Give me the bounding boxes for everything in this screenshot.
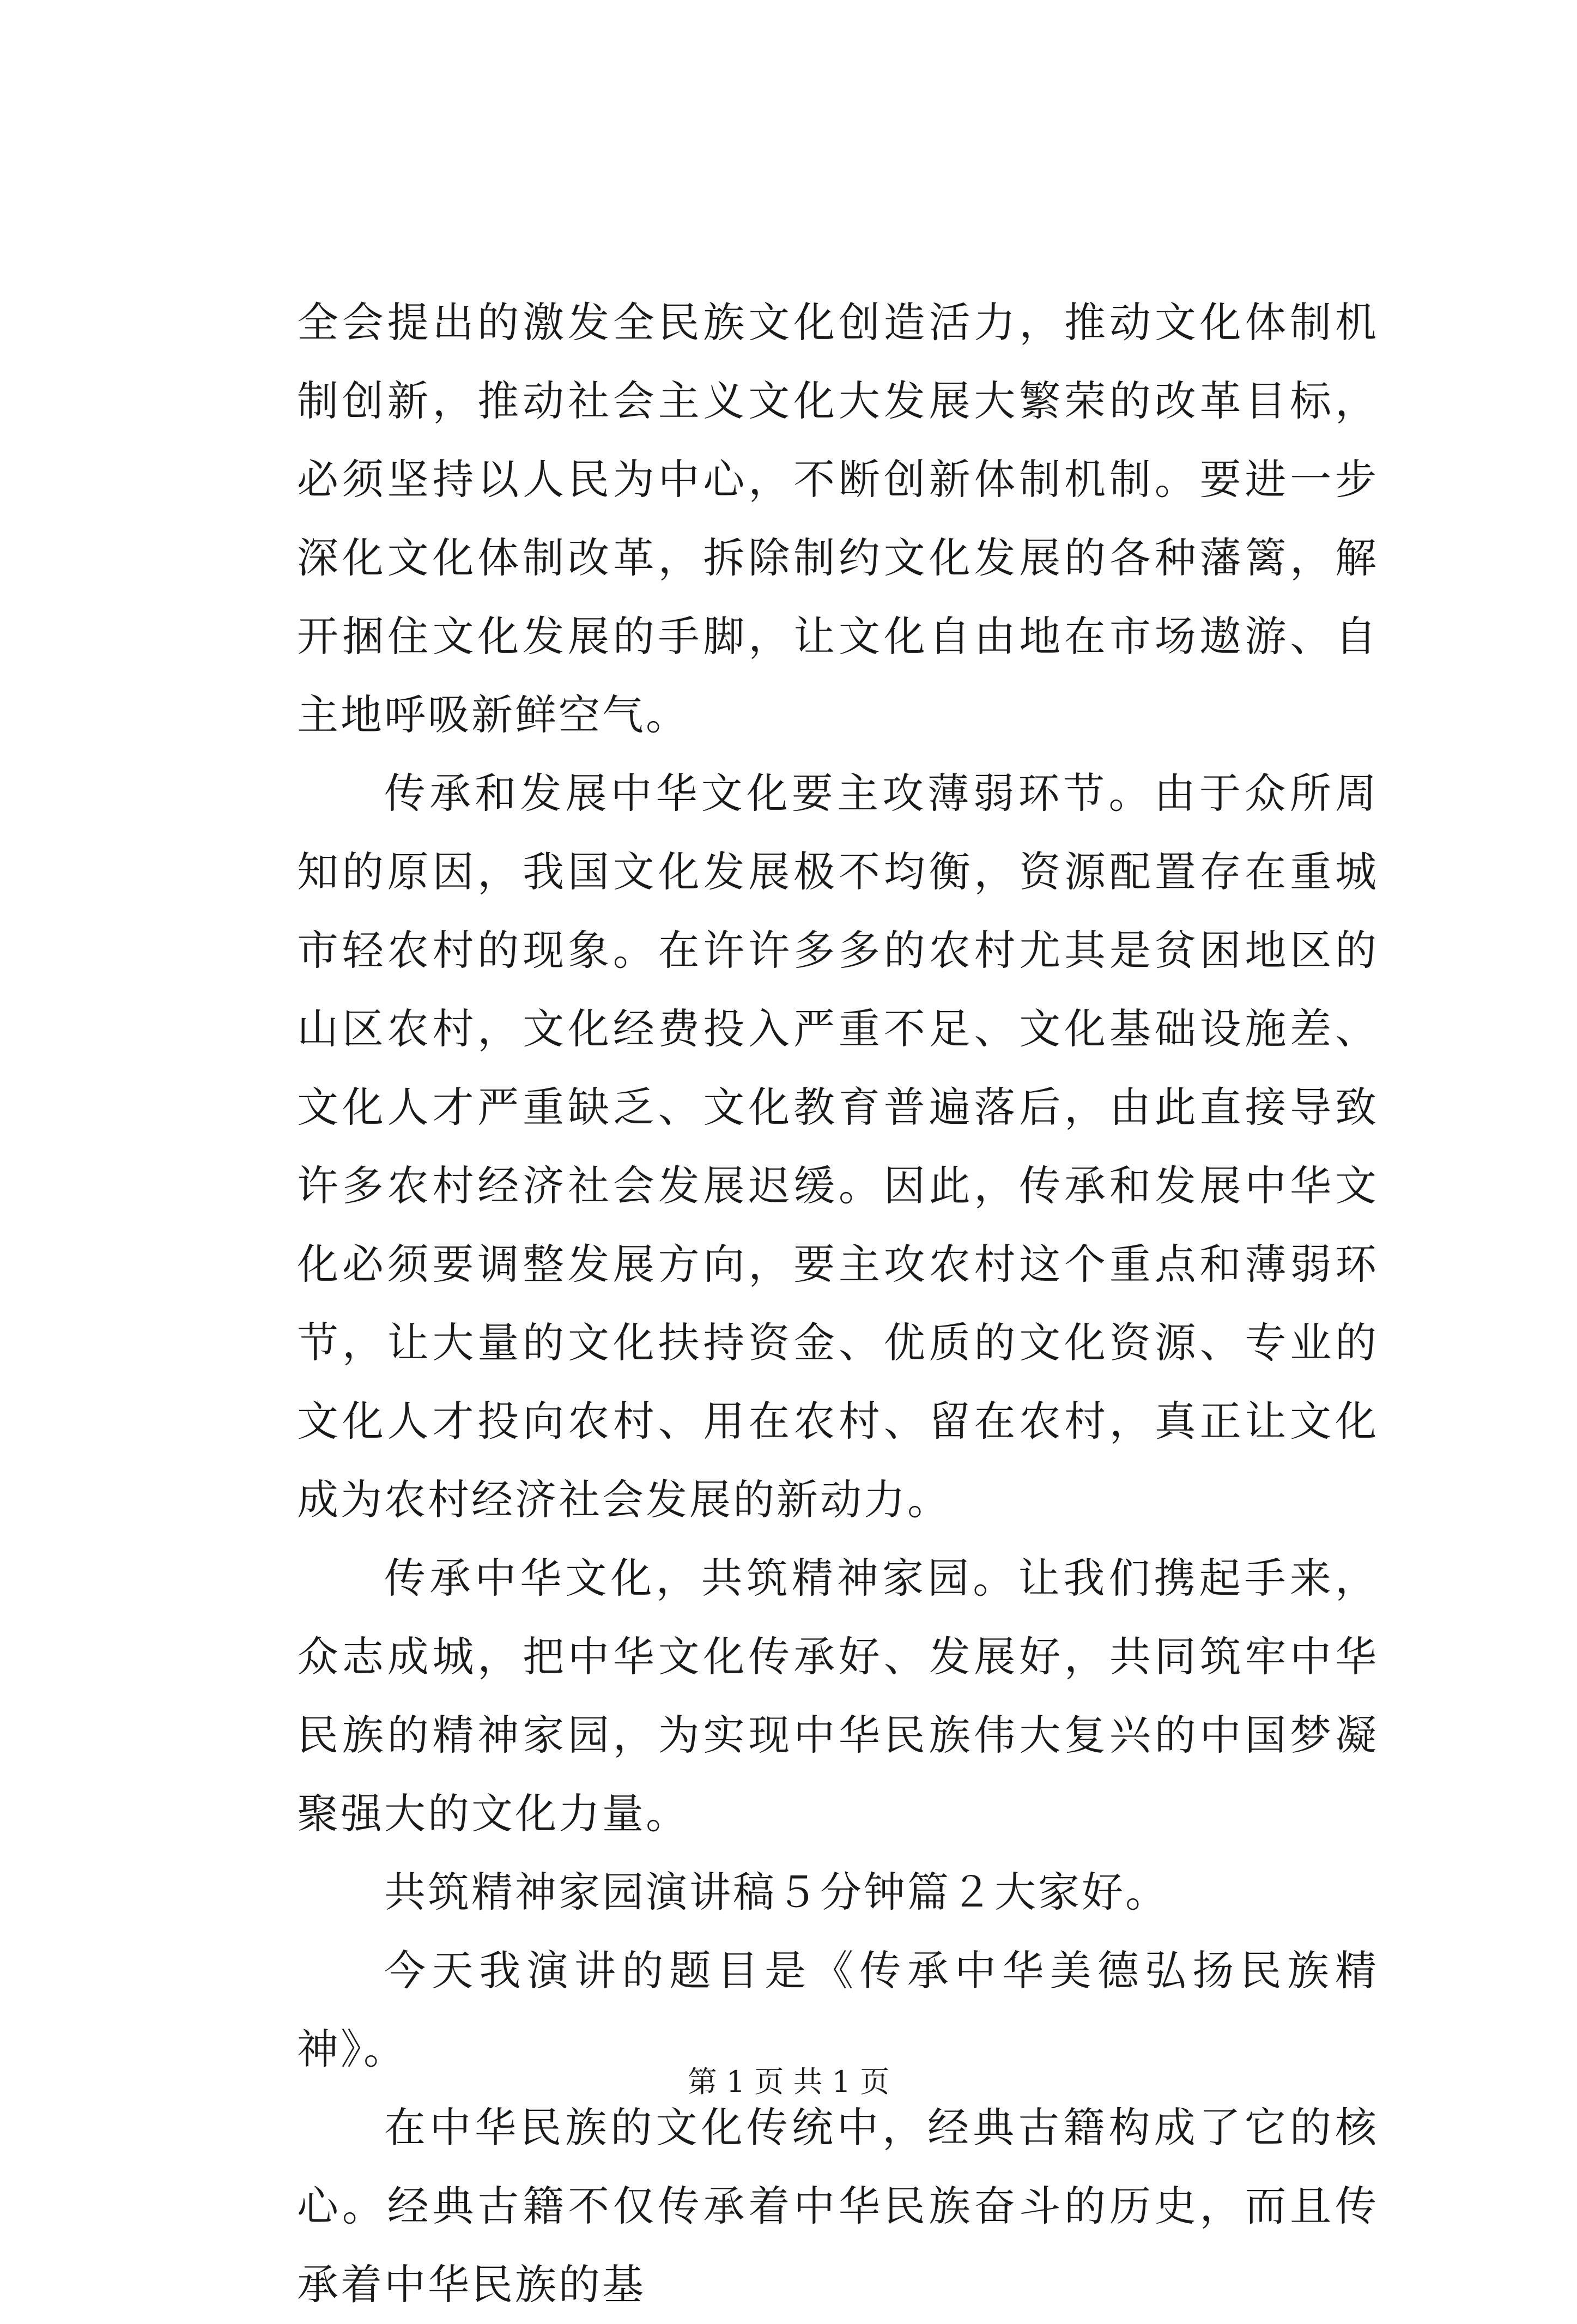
paragraph-6: 在中华民族的文化传统中，经典古籍构成了它的核心。经典古籍不仅传承着中华民族奋斗的历史，而且传承着中华民族的基 <box>297 2103 1379 2309</box>
paragraph-4: 共筑精神家园演讲稿５分钟篇２大家好。 <box>384 1868 1169 1916</box>
paragraph-3: 传承中华文化，共筑精神家园。让我们携起手来，众志成城，把中华文化传承好、发展好，共同筑牢中华民族的精神家园，为实现中华民族伟大复兴的中国梦凝聚强大的文化力量。 <box>297 1554 1379 1838</box>
paragraph-5: 今天我演讲的题目是《传承中华美德弘扬民族精神》。 <box>297 1946 1379 2073</box>
paragraph-2: 传承和发展中华文化要主攻薄弱环节。由于众所周知的原因，我国文化发展极不均衡，资源配置存在重城市轻农村的现象。在许许多多的农村尤其是贫困地区的山区农村，文化经费投入严重不足、文化基础设施差、文化人才严重缺乏、文化教育普遍落后，由此直接导致许多农村经济社会发展迟缓。因此，传承和发展中华文化必须要调整发展方向，要主攻农村这个重点和薄弱环节，让大量的文化扶持资金、优质的文化资源、专业的文化人才投向农村、用在农村、留在农村，真正让文化成为农村经济社会发展的新动力。 <box>297 769 1379 1524</box>
page-number-label: 第 1 页 共 1 页 <box>687 2065 890 2099</box>
document-body <box>297 283 1379 2324</box>
page-footer <box>0 2063 1577 2101</box>
paragraph-1: 全会提出的激发全民族文化创造活力，推动文化体制机制创新，推动社会主义文化大发展大繁荣的改革目标，必须坚持以人民为中心，不断创新体制机制。要进一步深化文化体制改革，拆除制约文化发展的各种藩篱，解开捆住文化发展的手脚，让文化自由地在市场遨游、自主地呼吸新鲜空气。 <box>297 298 1379 739</box>
